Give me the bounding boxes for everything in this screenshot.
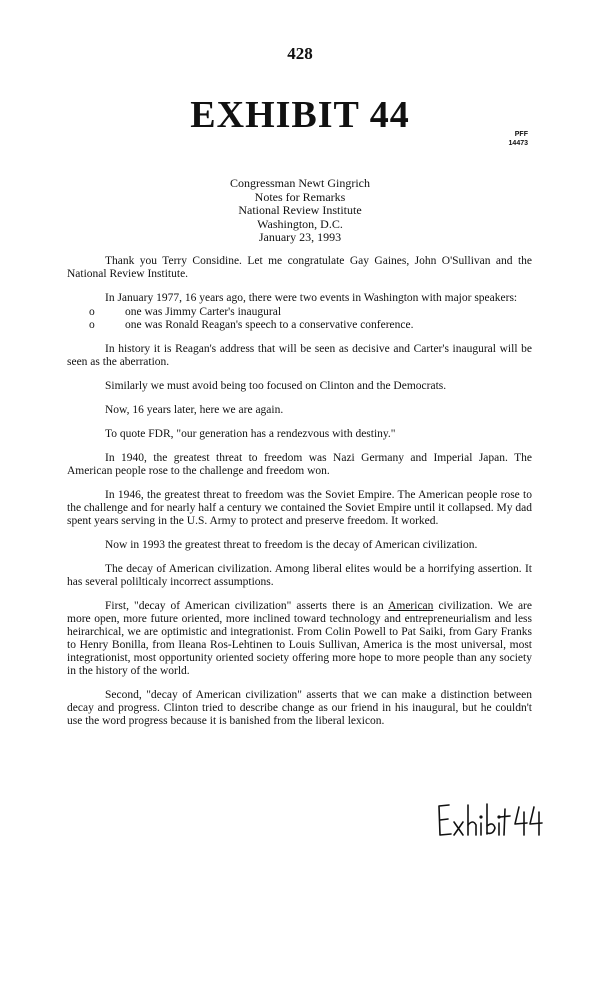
paragraph-11-underlined: American: [388, 600, 434, 612]
stamp-line-1: PFF: [514, 131, 528, 138]
paragraph-4: Similarly we must avoid being too focused on Clinton and the Democrats.: [105, 380, 447, 392]
speech-header: [0, 177, 600, 245]
bullet-text: one was Jimmy Carter's inaugural: [125, 306, 282, 318]
header-date: January 23, 1993: [258, 230, 342, 244]
bullet-list: [67, 306, 532, 332]
document-stamp: [509, 130, 528, 148]
paragraph-11-start: First, "decay of American civilization" asserts there is an: [105, 600, 389, 612]
bullet-marker: o: [89, 306, 95, 318]
paragraph-5: Now, 16 years later, here we are again.: [105, 404, 284, 416]
bullet-marker: o: [89, 319, 95, 331]
stamp-line-2: 14473: [508, 140, 528, 147]
paragraph-2: In January 1977, 16 years ago, there were two events in Washington with major speakers:: [105, 292, 518, 304]
paragraph-6: To quote FDR, "our generation has a rendezvous with destiny.": [105, 428, 396, 440]
paragraph-12: Second, "decay of American civilization" asserts that we can make a distinction between decay and progress. Clinton tried to describe change as our friend in his inaugural, but he couldn't use the word progress because it is banished from the liberal lexicon.: [67, 689, 532, 727]
header-speaker: Congressman Newt Gingrich: [230, 176, 370, 190]
paragraph-10: The decay of American civilization. Among liberal elites would be a horrifying assertion. It has several polilticaly incorrect assumptions.: [67, 563, 532, 588]
exhibit-heading: EXHIBIT 44: [190, 94, 410, 136]
header-doc-type: Notes for Remarks: [254, 189, 346, 204]
paragraph-11: [67, 600, 532, 678]
paragraph-9: Now in 1993 the greatest threat to freedom is the decay of American civilization.: [105, 539, 478, 551]
bullet-text: one was Ronald Reagan's speech to a conservative conference.: [125, 319, 414, 331]
paragraph-8: In 1946, the greatest threat to freedom was the Soviet Empire. The American people rose to the challenge and for nearly half a century we contained the Soviet Empire until it collapsed. My dad spent years serving in the U.S. Army to protect and preserve freedom. It worked.: [67, 489, 532, 527]
header-venue: National Review Institute: [238, 203, 362, 217]
paragraph-1: Thank you Terry Considine. Let me congratulate Gay Gaines, John O'Sullivan and the National Review Institute.: [67, 255, 532, 280]
paragraph-11-end: civilization. We are more open, more future oriented, more inclined toward technology and entrepreneurialism and less heirarchical, we are optimistic and integrationist. From Colin Powell to Pat Saiki, from Gary Franks to Henry Bonilla, from Ileana Ros-Lehtinen to Louis Sullivan, America is the most universal, most integrationist, most opportunity oriented society offering more hope to more people than any society in the history of the world.: [67, 600, 532, 677]
handwritten-exhibit-annotation: [435, 795, 545, 845]
paragraph-7: In 1940, the greatest threat to freedom was Nazi Germany and Imperial Japan. The American people rose to the challenge and freedom won.: [67, 452, 532, 477]
bullet-item: [67, 319, 532, 332]
paragraph-3: In history it is Reagan's address that will be seen as decisive and Carter's inaugural will be seen as the aberration.: [67, 343, 532, 368]
bullet-item: [67, 306, 532, 319]
header-location: Washington, D.C.: [257, 216, 343, 231]
page-number: 428: [287, 44, 313, 63]
speech-body: [67, 255, 532, 739]
